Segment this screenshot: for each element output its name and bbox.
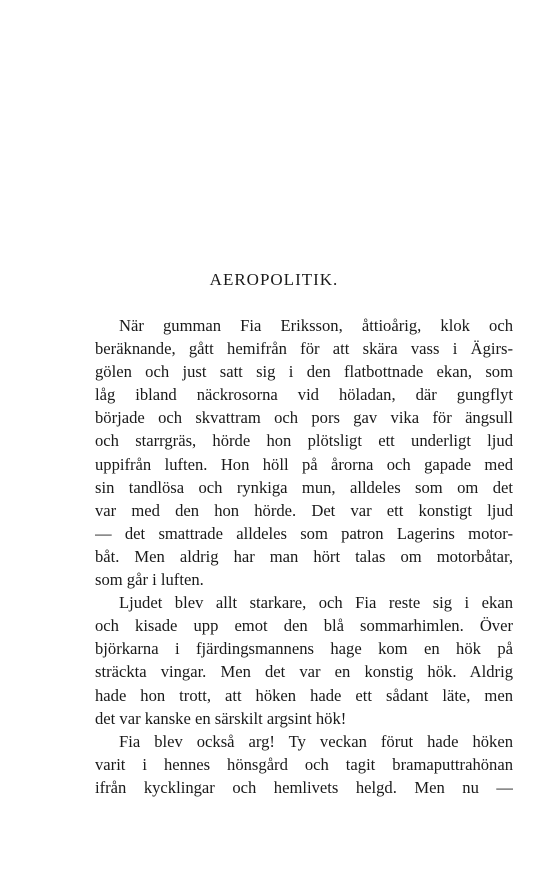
chapter-title: AEROPOLITIK. [209, 270, 339, 289]
text-line: uppifrån luften. Hon höll på årorna och gapade med [95, 454, 513, 474]
text-line: — det smattrade alldeles som patron Lagerins motor- [95, 523, 513, 543]
text-line: som går i luften. [95, 570, 204, 590]
text-line: Ljudet blev allt starkare, och Fia reste sig i ekan [119, 593, 513, 613]
text-line: När gumman Fia Eriksson, åttioårig, klok och [119, 316, 513, 335]
text-line: sin tandlösa och rynkiga mun, alldeles som om det [95, 477, 513, 497]
text-line: varit i hennes hönsgård och tagit bramaputtrahönan [95, 754, 513, 774]
text-line: hade hon trott, att höken hade ett sådant läte, men [95, 685, 513, 705]
text-line: var med den hon hörde. Det var ett konstigt ljud [95, 500, 513, 520]
text-line: låg ibland näckrosorna vid höladan, där gungflyt [95, 385, 513, 405]
text-line: sträckta vingar. Men det var en konstig hök. Aldrig [95, 662, 513, 682]
text-line: och starrgräs, hörde hon plötsligt ett underligt ljud [95, 431, 513, 451]
text-line: började och skvattram och pors gav vika för ängsull [95, 408, 513, 428]
text-line: beräknande, gått hemifrån för att skära vass i Ägirs- [95, 339, 513, 359]
body-text [95, 314, 513, 799]
text-line: ifrån kycklingar och hemlivets helgd. Men nu — [95, 777, 513, 797]
text-line: gölen och just satt sig i den flatbottnade ekan, som [95, 362, 513, 382]
text-line: båt. Men aldrig har man hört talas om motorbåtar, [95, 546, 513, 566]
text-line: Fia blev också arg! Ty veckan förut hade höken [119, 731, 513, 751]
text-line: det var kanske en särskilt argsint hök! [95, 708, 347, 728]
text-line: och kisade upp emot den blå sommarhimlen. Över [95, 616, 513, 636]
text-line: björkarna i fjärdingsmannens hage kom en hök på [95, 639, 513, 659]
